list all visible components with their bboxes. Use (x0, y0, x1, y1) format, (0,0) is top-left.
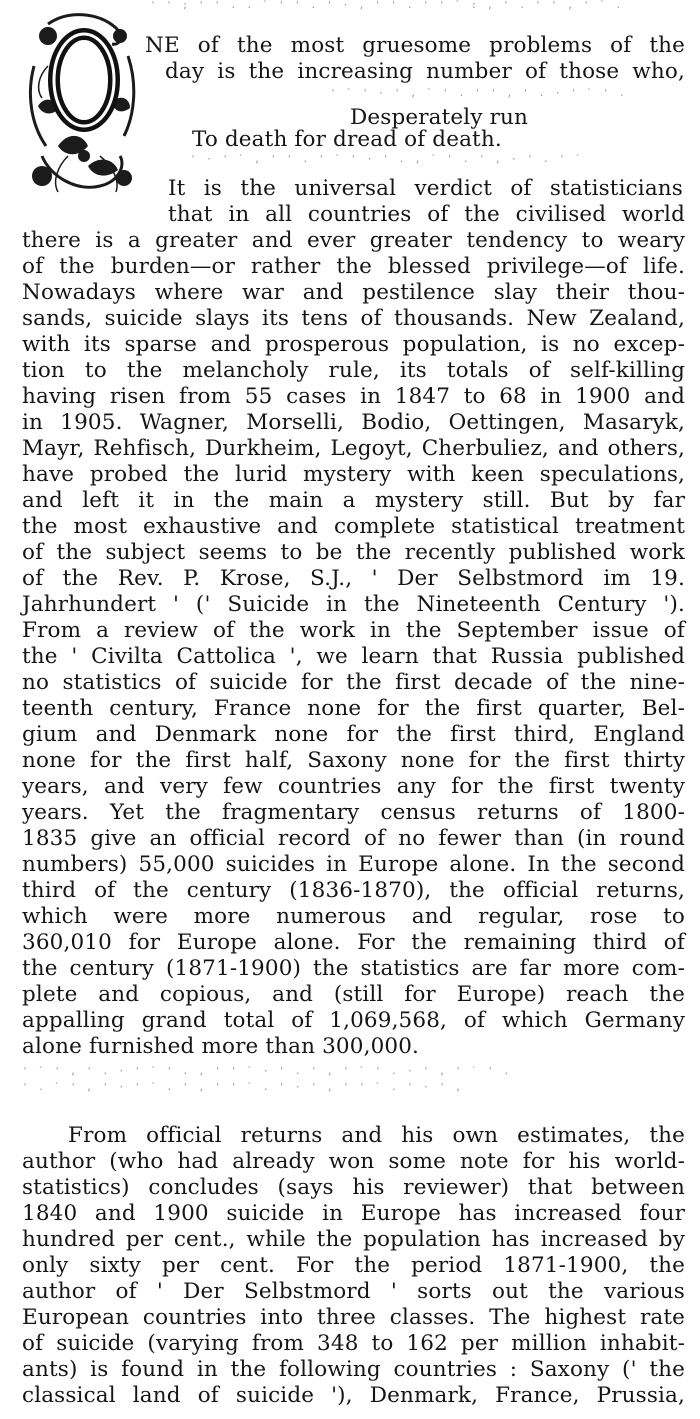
scan-noise-sep1: ' ` ' · ' , ` ' . ' ' , ' . · ' ` ' . (330, 88, 627, 99)
para1-line: teenth century, France none for the first quarter, Bel- (22, 696, 685, 721)
para1-line: of the burden—or rather the blessed privilege—of life. (22, 254, 685, 279)
intro-line-2: day is the increasing number of those who, (165, 59, 685, 84)
para1-line: there is a greater and ever greater tendency to weary (22, 228, 685, 253)
para1-line: having risen from 55 cases in 1847 to 68 in 1900 and (22, 384, 685, 409)
para1-line: third of the century (1836-1870), the official returns, (22, 878, 685, 903)
para2-line: only sixty per cent. For the period 1871-1900, the (22, 1253, 685, 1278)
para1-line: appalling grand total of 1,069,568, of which Germany (22, 1008, 685, 1033)
para1-line: 360,010 for Europe alone. For the remaining third of (22, 930, 685, 955)
para1-line: no statistics of suicide for the first decade of the nine- (22, 670, 685, 695)
para1-line-last: alone furnished more than 300,000. (22, 1034, 420, 1059)
para1-line: the most exhaustive and complete statistical treatment (22, 514, 685, 539)
para1-line: gium and Denmark none for the first third, England (22, 722, 685, 747)
para2-line: From official returns and his own estimates, the (68, 1123, 685, 1148)
para1-line: of the subject seems to be the recently published work (22, 540, 685, 565)
para1-line: with its sparse and prosperous population, is no excep- (22, 332, 685, 357)
para1-line: Nowadays where war and pestilence slay their thou- (22, 280, 685, 305)
para2-line: statistics) concludes (says his reviewer) that between (22, 1175, 685, 1200)
para1-line: years. Yet the fragmentary census returns of 1800- (22, 800, 685, 825)
para1-line: numbers) 55,000 suicides in Europe alone. In the second (22, 852, 685, 877)
intro-line-1: NE of the most gruesome problems of the (145, 33, 685, 58)
para2-line: 1840 and 1900 suicide in Europe has increased four (22, 1201, 685, 1226)
para1-line: have probed the lurid mystery with keen speculations, (22, 462, 685, 487)
para1-line: and left it in the main a mystery still. But by far (22, 488, 685, 513)
para2-line: European countries into three classes. The highest rate (22, 1305, 685, 1330)
para1-line: Mayr, Rehfisch, Durkheim, Legoyt, Cherbuliez, and others, (22, 436, 685, 461)
para1-line: From a review of the work in the September issue of (22, 618, 685, 643)
para1-line: 1835 give an official record of no fewer than (in round (22, 826, 685, 851)
para1-line: the century (1871-1900) the statistics are far more com- (22, 956, 685, 981)
scan-noise-top: ' ' ; ' ' . . ` ' ' . ' · , ' ' . ' ' ` : , ' . ' ' , ' ` . (150, 0, 624, 11)
para1-line: of the Rev. P. Krose, S.J., ' Der Selbstmord im 19. (22, 566, 685, 591)
para1-line: Jahrhundert ' (' Suicide in the Nineteenth Century '). (22, 592, 685, 617)
para1-line: the ' Civilta Cattolica ', we learn that Russia published (22, 644, 685, 669)
para1-line: sands, suicide slays its tens of thousands. New Zealand, (22, 306, 685, 331)
para1-line: in 1905. Wagner, Morselli, Bodio, Oettingen, Masaryk, (22, 410, 685, 435)
para2-line: ants) is found in the following countries : Saxony (' the (22, 1357, 685, 1382)
scan-noise-mid1: ' ` ' , ' . · ' ` ' . , ' ' ` · ' . ' , ' ` ' . · ' , ' ` ' . (22, 1066, 512, 1077)
para2-line: classical land of suicide '), Denmark, France, Prussia, (22, 1383, 685, 1408)
para1-line: plete and copious, and (still for Europe) reach the (22, 982, 685, 1007)
para1-line: that in all countries of the civilised world (168, 202, 685, 227)
para1-line: which were more numerous and regular, rose to (22, 904, 685, 929)
para1-line: tion to the melancholy rule, its totals of self-killing (22, 358, 685, 383)
scan-noise-sep2: ' · ' ` , ' ' . ' ` ' · ' . , ` ' . ' , · ' . ' ` (190, 154, 584, 165)
para2-line: hundred per cent., while the population has increased by (22, 1227, 685, 1252)
para2-line: of suicide (varying from 348 to 162 per million inhabit- (22, 1331, 685, 1356)
para2-line: author (who had already won some note for his world- (22, 1149, 685, 1174)
scan-noise-mid2: ' . ` ' , ' · ' ` . ' , ' ' ` . ' · ' , ' ' ` . ' · ' , (22, 1082, 464, 1093)
para1-line: none for the first half, Saxony none for the first thirty (22, 748, 685, 773)
quote-line-1: Desperately run (350, 105, 529, 130)
para1-line: It is the universal verdict of statisticians (168, 176, 683, 201)
para1-line: years, and very few countries any for the first twenty (22, 774, 685, 799)
quote-line-2: To death for dread of death. (192, 127, 502, 152)
para2-line: author of ' Der Selbstmord ' sorts out the various (22, 1279, 685, 1304)
ornamental-initial (28, 6, 140, 196)
